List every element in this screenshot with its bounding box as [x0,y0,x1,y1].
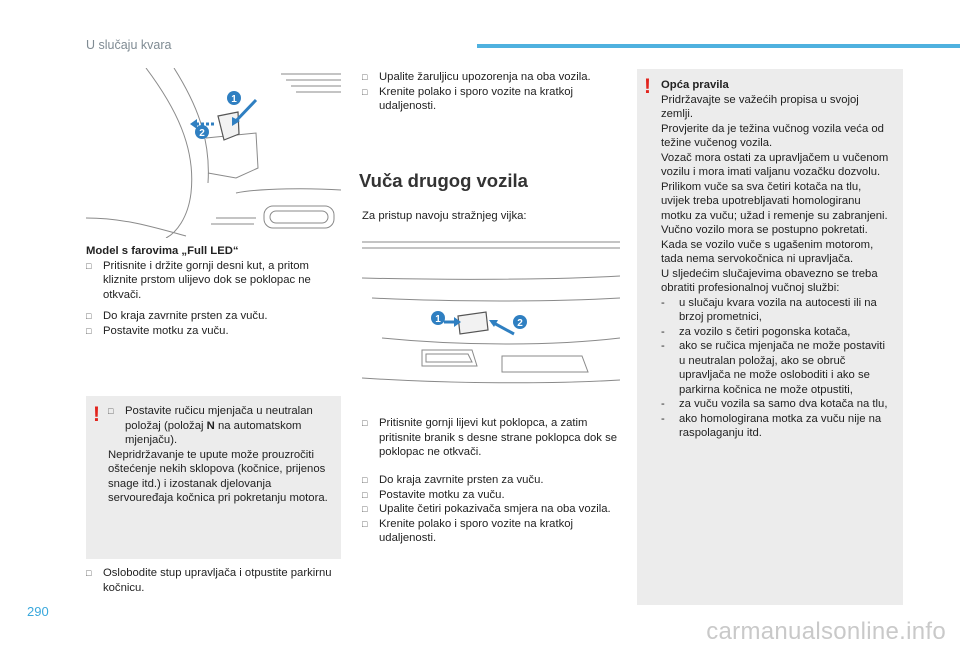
rear-tow-cover [458,312,488,334]
rules-paragraph: Vučno vozilo mora se postupno pokretati. [661,224,868,236]
rules-dash-item: - ako se ručica mjenjača ne može postaviti u neutralan položaj, ako se obruč upravljača ne može osloboditi i ako se parkirna kočnica ne može otpustiti, [661,339,893,397]
rear-callout-1: 1 [435,314,441,325]
rules-paragraph: Prilikom vuče sa sva četiri kotača na tlu, uvijek treba upotrebljavati homologiranu motku za vuču; užad i remenje su zabranjeni. [661,180,888,222]
model-title: Model s farovima „Full LED“ [86,245,239,257]
warning-exclamation-icon: ! [93,403,100,426]
rules-exclamation-icon: ! [644,75,651,98]
rules-dash-item: - za vuču vozila sa samo dva kotača na tlu, [661,397,893,412]
page-number: 290 [27,604,49,619]
mid-bullet-bottom-3: □ Upalite četiri pokazivača smjera na oba vozila. [362,502,620,517]
rules-paragraph: U sljedećim slučajevima obavezno se treba obratiti profesionalnoj vučnoj službi: [661,267,878,294]
rules-dash-item: - u slučaju kvara vozila na autocesti ili na brzoj prometnici, [661,296,893,325]
rules-dash-item: - ako homologirana motka za vuču nije na raspolaganju itd. [661,412,893,441]
mid-bullet-top-2: □ Krenite polako i sporo vozite na kratkoj udaljenosti. [362,85,620,114]
warning-bullet: □ Postavite ručicu mjenjača u neutralan položaj (položaj N na automatskom mjenjaču). [108,404,330,448]
rear-callout-2: 2 [517,318,523,329]
rules-title: Opća pravila [661,79,729,91]
rules-paragraph: Kada se vozilo vuče s ugašenim motorom, tada nema servokočnica ni upravljača. [661,238,874,265]
front-callout-1: 1 [231,94,237,105]
left-bullet-1: □ Pritisnite i držite gornji desni kut, a pritom kliznite prstom ulijevo dok se poklopac ne otkvači. [86,259,341,303]
mid-bullet-middle: □ Pritisnite gornji lijevi kut poklopca, a zatim pritisnite branik s desne strane poklopca dok se poklopac ne otkvači. [362,416,620,460]
rules-paragraph: Vozač mora ostati za upravljačem u vučenom vozilu i mora imati valjanu vozačku dozvolu. [661,151,889,178]
mid-bullet-bottom-4: □ Krenite polako i sporo vozite na kratkoj udaljenosti. [362,517,620,546]
section-intro: Za pristup navoju stražnjeg vijka: [362,210,527,222]
front-bumper-illustration [86,68,341,238]
left-bullet-3: □ Postavite motku za vuču. [86,324,341,339]
rear-bumper-illustration [362,238,620,398]
mid-bullet-bottom-1: □ Do kraja zavrnite prsten za vuču. [362,473,620,488]
rules-paragraph: Pridržavajte se važećih propisa u svojoj zemlji. [661,93,859,120]
front-tow-cover [218,112,239,140]
rules-paragraph: Provjerite da je težina vučnog vozila veća od težine vučenog vozila. [661,122,884,149]
left-bullet-last: □ Oslobodite stup upravljača i otpustite parkirnu kočnicu. [86,566,341,595]
warning-text: Nepridržavanje te upute može prouzročiti oštećenje nekih sklopova (kočnice, prijenos snage itd.) i izostanak djelovanja servouređaja kočnica pri pokretanju motora. [108,448,328,504]
mid-bullet-top-1: □ Upalite žaruljicu upozorenja na oba vozila. [362,70,620,85]
front-callout-2: 2 [199,128,205,139]
page-header-title: U slučaju kvara [86,38,172,52]
section-heading: Vuča drugog vozila [359,170,528,191]
rules-dash-item: - za vozilo s četiri pogonska kotača, [661,325,893,340]
left-bullet-2: □ Do kraja zavrnite prsten za vuču. [86,309,341,324]
mid-bullet-bottom-2: □ Postavite motku za vuču. [362,488,620,503]
site-watermark: carmanualsonline.info [706,618,946,645]
header-accent-bar [477,44,960,48]
